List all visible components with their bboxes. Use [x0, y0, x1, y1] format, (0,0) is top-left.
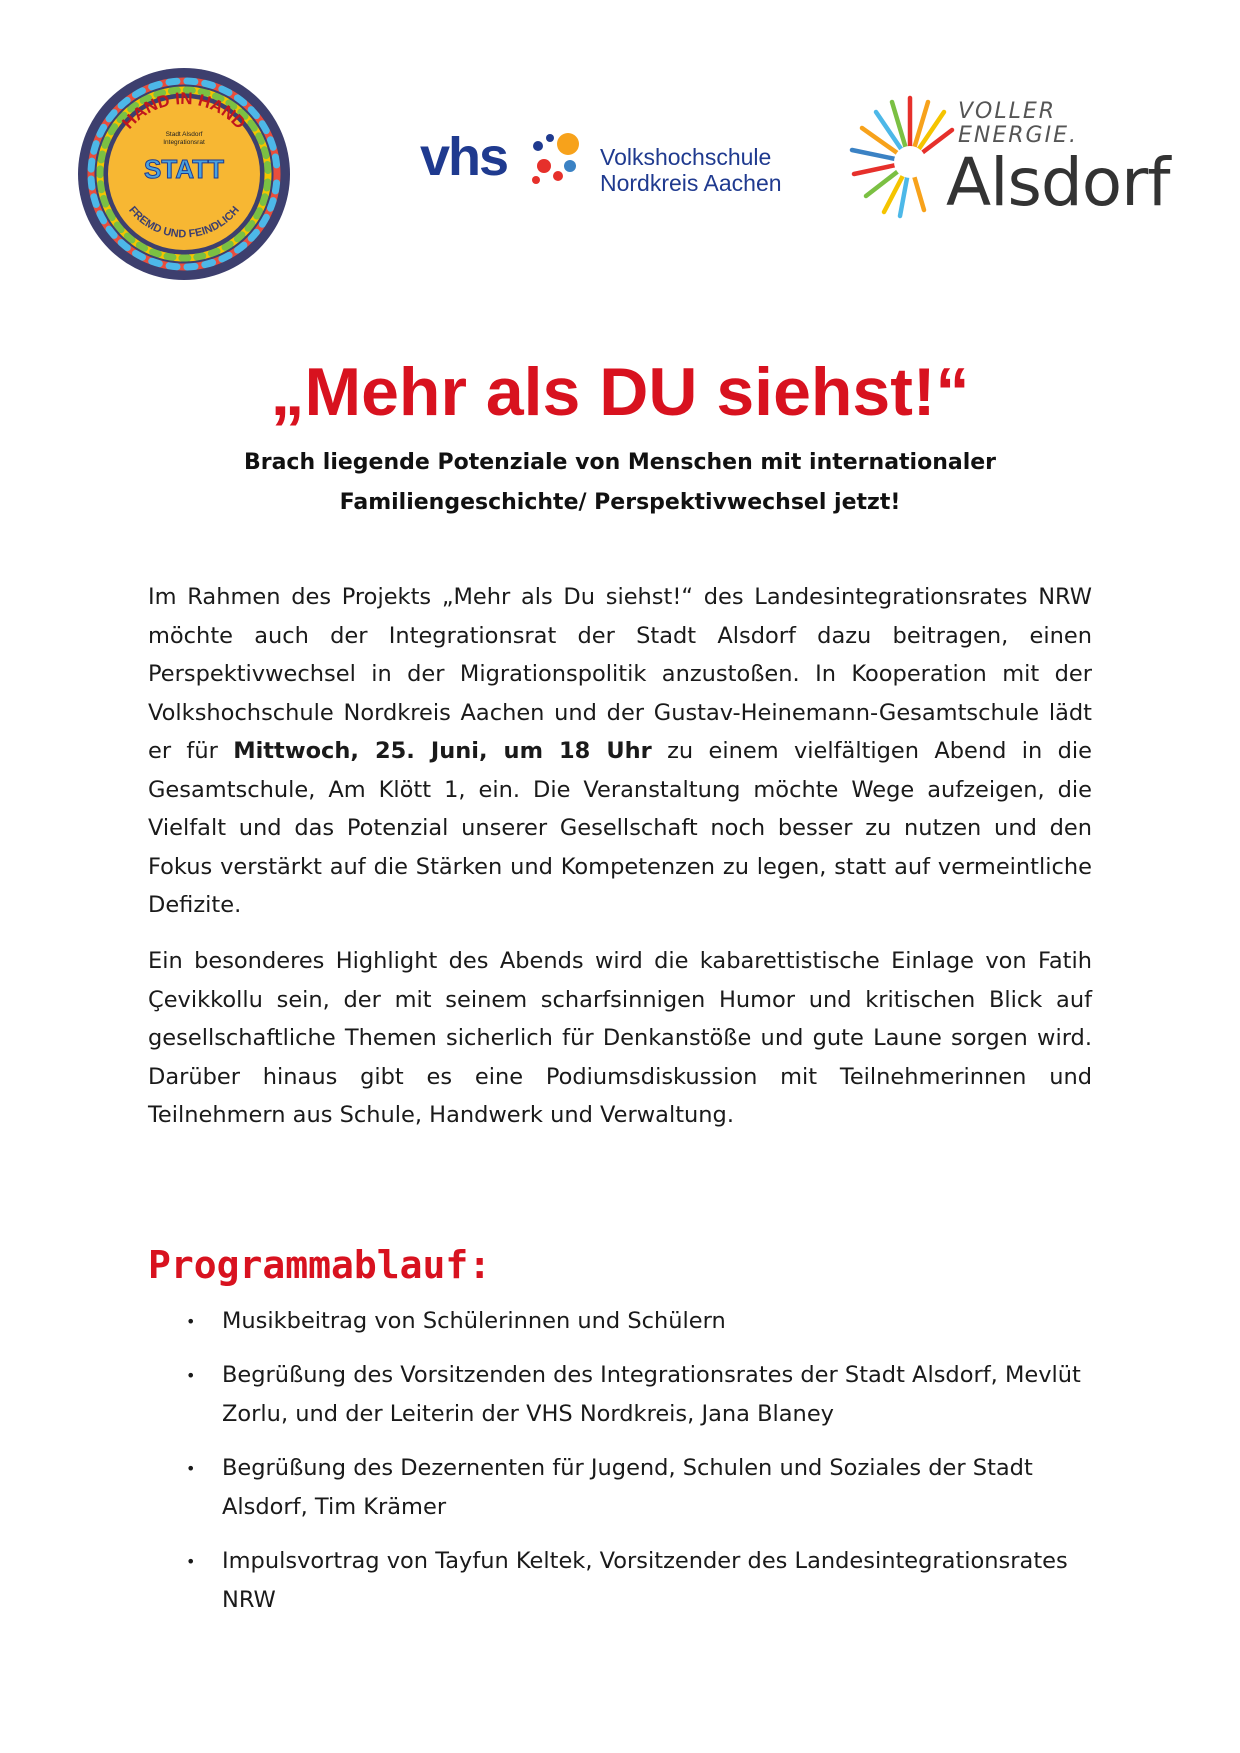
alsdorf-logo — [840, 92, 1180, 222]
logo-inner-line2: Integrationsrat — [163, 139, 205, 146]
program-heading: Programmablauf: — [148, 1243, 492, 1287]
subtitle-line2: Familiengeschichte/ Perspektivwechsel jetzt! — [339, 490, 901, 515]
logo-inner-line1: Stadt Alsdorf — [165, 131, 203, 138]
page-subtitle — [180, 443, 1060, 523]
hand-in-hand-logo-graphic — [76, 66, 292, 282]
vhs-name — [600, 144, 782, 196]
intro-paragraph — [148, 578, 1092, 925]
bullet-icon: • — [186, 1366, 196, 1385]
highlight-paragraph: Ein besonderes Highlight des Abends wird die kabarettistische Einlage von Fatih Çevikkollu sein, der mit seinem scharfsinnigen Humor und kritischen Blick auf gesellschaftliche Themen sicherlich für Denkanstöße und gute Laune sorgen wird. Darüber hinaus gibt es eine Podiumsdiskussion mit Teilnehmerinnen und Teilnehmern aus Schule, Handwerk und Verwaltung. — [148, 948, 1092, 1128]
vhs-wordmark: vhs — [420, 127, 508, 187]
list-item — [148, 1356, 1092, 1434]
list-item — [148, 1449, 1092, 1527]
vhs-logo — [420, 127, 800, 210]
alsdorf-slogan — [958, 100, 1078, 148]
subtitle-line1: Brach liegende Potenziale von Menschen mit internationaler — [243, 450, 997, 475]
logo-ring-bottom-text: FREMD UND FEINDLICH — [126, 204, 242, 241]
intro-text-after: zu einem vielfältigen Abend in die Gesamtschule, Am Klött 1, ein. Die Veranstaltung möchte Wege aufzeigen, die Vielfalt und das Potenzial unserer Gesellschaft noch besser zu nutzen und den Fokus verstärkt auf die Stärken und Kompetenzen zu legen, statt auf vermeintliche Defizite. — [148, 738, 1092, 918]
program-item-text: Begrüßung des Dezernenten für Jugend, Schulen und Soziales der Stadt Alsdorf, Tim Krämer — [222, 1455, 1033, 1520]
bullet-icon: • — [186, 1552, 196, 1571]
vhs-dots-icon — [524, 130, 604, 200]
intro-text-before: Im Rahmen des Projekts „Mehr als Du siehst!“ des Landesintegrationsrates NRW möchte auch der Integrationsrat der Stadt Alsdorf dazu beitragen, einen Perspektivwechsel in der Migrationspolitik anzustoßen. In Kooperation mit der Volkshochschule Nordkreis Aachen und der Gustav-Heinemann-Gesamtschule lädt er für — [148, 584, 1092, 764]
bullet-icon: • — [186, 1459, 196, 1478]
program-item-text: Musikbeitrag von Schülerinnen und Schülern — [222, 1308, 726, 1334]
list-item — [148, 1542, 1092, 1620]
logo-ring-top-text: HAND IN HAND — [118, 88, 250, 133]
program-list — [148, 1302, 1092, 1635]
program-item-text: Begrüßung des Vorsitzenden des Integrationsrates der Stadt Alsdorf, Mevlüt Zorlu, und der Leiterin der VHS Nordkreis, Jana Blaney — [222, 1362, 1081, 1427]
hand-in-hand-logo-icon — [76, 66, 292, 282]
page-title: „Mehr als DU siehst!“ — [270, 354, 970, 430]
event-date-time: Mittwoch, 25. Juni, um 18 Uhr — [233, 738, 652, 764]
alsdorf-wordmark: Alsdorf — [946, 144, 1170, 221]
program-item-text: Impulsvortrag von Tayfun Keltek, Vorsitzender des Landesintegrationsrates NRW — [222, 1548, 1068, 1613]
logo-statt-badge: STATT — [144, 154, 224, 184]
alsdorf-slogan-line1: VOLLER — [958, 99, 1057, 124]
vhs-name-line2: Nordkreis Aachen — [600, 170, 782, 196]
vhs-name-line1: Volkshochschule — [600, 144, 772, 170]
alsdorf-slogan-line2: ENERGIE. — [958, 123, 1078, 148]
list-item — [148, 1302, 1092, 1341]
bullet-icon: • — [186, 1312, 196, 1331]
